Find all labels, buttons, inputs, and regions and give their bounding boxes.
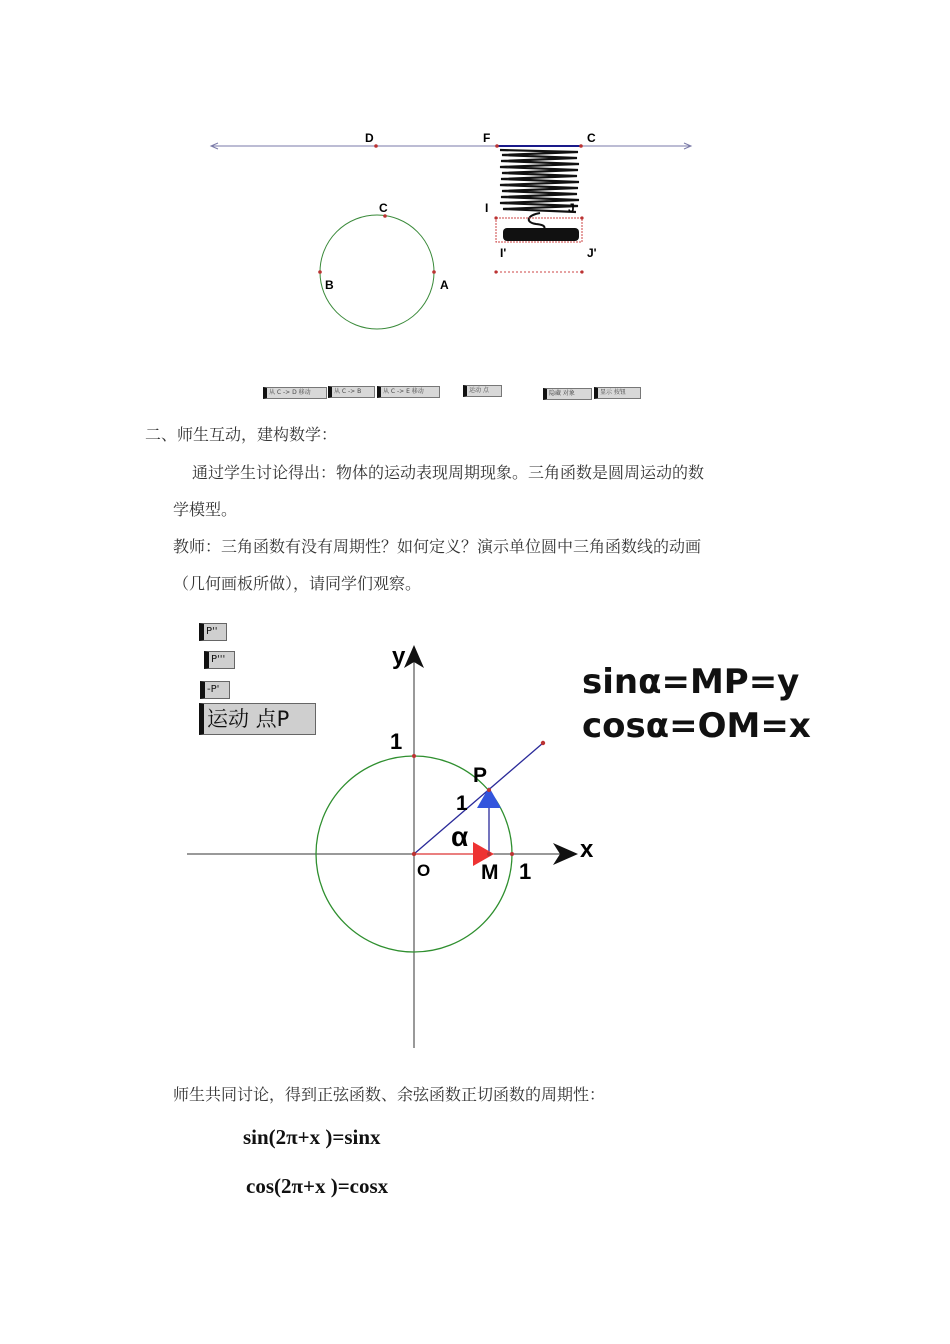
p-prime-button[interactable]: -P': [200, 681, 230, 699]
point-p-label: P: [473, 764, 488, 787]
point-b: [318, 270, 322, 274]
point-p: [487, 788, 491, 792]
point-j: [580, 216, 583, 219]
y-one-label: 1: [390, 729, 403, 754]
label-f: F: [483, 131, 491, 145]
cosine-definition: cosα=OM=x: [582, 706, 811, 746]
angle-alpha-label: α: [451, 821, 469, 852]
x-axis-label: x: [580, 836, 594, 863]
p-triple-prime-button[interactable]: P''': [204, 651, 235, 669]
move-c-to-e-button[interactable]: 从 C -> E 移动: [377, 386, 440, 398]
paragraph-1-line-1: 通过学生讨论得出：物体的运动表现周期现象。三角函数是圆周运动的数: [192, 463, 705, 482]
label-a: A: [440, 278, 449, 292]
radius-label: 1: [456, 792, 468, 815]
origin-label: O: [417, 861, 431, 880]
section-heading: 二、师生互动，建构数学：: [145, 425, 338, 444]
figure-spring-diagram: [0, 0, 950, 400]
origin-point: [412, 852, 416, 856]
show-buttons-button[interactable]: 显示 按钮: [594, 387, 641, 399]
discussion-text: 师生共同讨论，得到正弦函数、余弦函数正切函数的周期性：: [173, 1085, 606, 1104]
x-intercept-point: [510, 852, 514, 856]
unit-circle-figure: [0, 600, 950, 1060]
point-m-label: M: [481, 861, 499, 884]
weight-block: [503, 228, 579, 241]
label-c-line: C: [587, 131, 596, 145]
label-j: J: [568, 201, 575, 215]
animate-point-p-button[interactable]: 运动 点P: [199, 703, 316, 735]
point-j2: [580, 270, 583, 273]
animate-point-button[interactable]: 运动 点: [463, 385, 502, 397]
label-b: B: [325, 278, 334, 292]
hide-objects-button[interactable]: 隐藏 对象: [543, 388, 592, 400]
point-i: [494, 216, 497, 219]
y-axis-label: y: [392, 643, 406, 670]
point-i2: [494, 270, 497, 273]
label-j2: J': [587, 246, 597, 260]
paragraph-2-line-2: （几何画板所做），请同学们观察。: [173, 574, 422, 593]
move-c-to-b-button[interactable]: 从 C -> B: [328, 386, 375, 398]
label-i2: I': [500, 246, 507, 260]
paragraph-2-line-1: 教师：三角函数有没有周期性？如何定义？演示单位圆中三角函数线的动画: [173, 537, 702, 556]
sine-definition: sinα=MP=y: [582, 662, 800, 702]
terminal-side-ray: [414, 743, 543, 854]
point-m: [487, 852, 491, 856]
ray-endpoint: [541, 741, 545, 745]
motion-circle: [320, 215, 434, 329]
paragraph-1-line-2: 学模型。: [173, 500, 238, 519]
move-c-to-d-button[interactable]: 从 C -> D 移动: [263, 387, 327, 399]
point-f: [495, 144, 499, 148]
point-c-line: [579, 144, 583, 148]
point-a: [432, 270, 436, 274]
x-one-label: 1: [519, 859, 532, 884]
label-d: D: [365, 131, 374, 145]
y-intercept-point: [412, 754, 416, 758]
point-d: [374, 144, 378, 148]
cosine-periodicity-formula: cos(2π+x )=cosx: [246, 1174, 389, 1198]
label-c-circle: C: [379, 201, 388, 215]
p-double-prime-button[interactable]: P'': [199, 623, 227, 641]
label-i: I: [485, 201, 489, 215]
sine-periodicity-formula: sin(2π+x )=sinx: [243, 1125, 381, 1149]
